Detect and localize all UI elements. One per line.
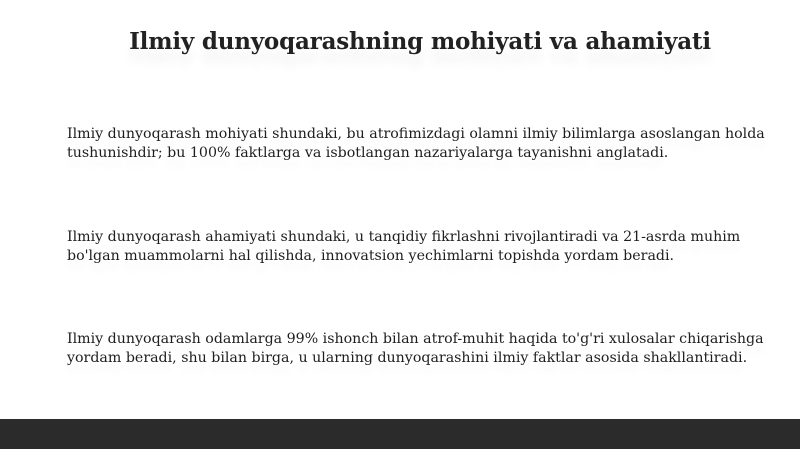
paragraph-essence: Ilmiy dunyoqarash mohiyati shundaki, bu atrofimizdagi olamni ilmiy bilimlarga asoslangan holda tushunishdir; bu 100% faktlarga va isbotlangan nazariyalarga tayanishni anglatadi. xyxy=(67,126,765,161)
paragraph-importance: Ilmiy dunyoqarash ahamiyati shundaki, u tanqidiy fikrlashni rivojlantiradi va 21-asrda muhim bo'lgan muammolarni hal qilishda, innovatsion yechimlarni topishda yordam beradi. xyxy=(67,229,741,264)
paragraph-conclusions: Ilmiy dunyoqarash odamlarga 99% ishonch bilan atrof-muhit haqida to'g'ri xulosalar chiqarishga yordam beradi, shu bilan birga, u ularning dunyoqarashini ilmiy faktlar asosida shakllantiradi. xyxy=(67,331,764,366)
slide-title: Ilmiy dunyoqarashning mohiyati va ahamiyati xyxy=(129,28,711,55)
bottom-bar xyxy=(0,419,800,449)
